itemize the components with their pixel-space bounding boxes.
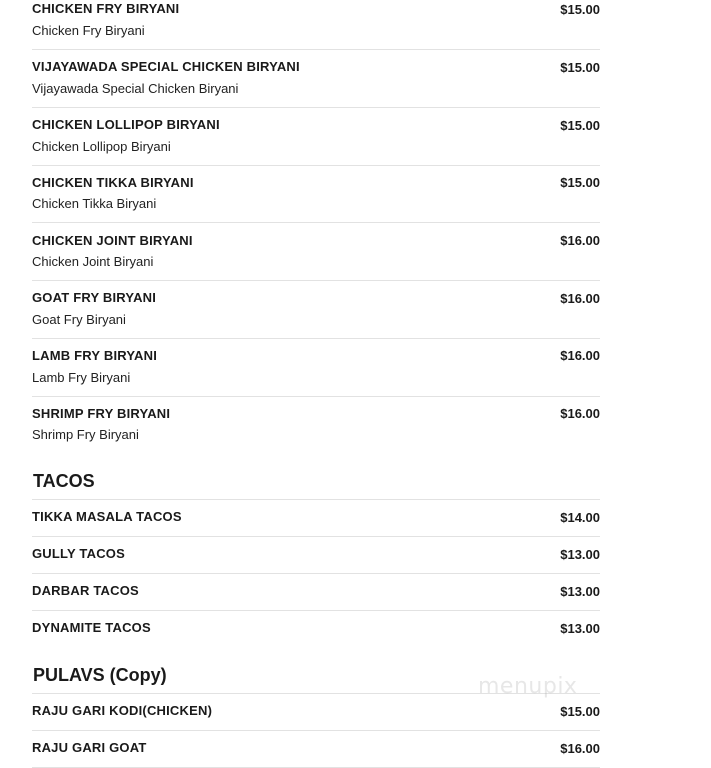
item-description: Shrimp Fry Biryani: [32, 427, 139, 442]
item-description: Chicken Tikka Biryani: [32, 196, 157, 211]
item-name: DYNAMITE TACOS: [32, 620, 151, 635]
section-title-pulavs: PULAVS (Copy): [33, 665, 167, 685]
menu-item: [32, 0, 600, 50]
item-description: Chicken Lollipop Biryani: [32, 139, 171, 154]
item-price: $15.00: [560, 2, 600, 17]
item-price: $16.00: [560, 233, 600, 248]
item-name: TIKKA MASALA TACOS: [32, 509, 182, 524]
item-price: $15.00: [560, 118, 600, 133]
item-price: $13.00: [560, 621, 600, 636]
menu-item: [32, 574, 600, 611]
item-name: CHICKEN FRY BIRYANI: [32, 1, 180, 16]
item-price: $15.00: [560, 704, 600, 719]
item-name: DARBAR TACOS: [32, 583, 139, 598]
item-description: Chicken Fry Biryani: [32, 23, 145, 38]
menu-item: [32, 611, 600, 647]
item-description: Vijayawada Special Chicken Biryani: [32, 81, 239, 96]
menu-item: [32, 537, 600, 574]
item-price: $13.00: [560, 584, 600, 599]
watermark-logo: menupix: [478, 674, 578, 699]
item-price: $16.00: [560, 291, 600, 306]
item-price: $16.00: [560, 348, 600, 363]
section-title-tacos: TACOS: [33, 471, 95, 491]
item-price: $15.00: [560, 60, 600, 75]
item-name: SHRIMP FRY BIRYANI: [32, 406, 171, 421]
item-price: $14.00: [560, 510, 600, 525]
item-name: CHICKEN TIKKA BIRYANI: [32, 175, 194, 190]
item-price: $16.00: [560, 741, 600, 756]
item-name: RAJU GARI GOAT: [32, 740, 147, 755]
item-description: Goat Fry Biryani: [32, 312, 126, 327]
item-name: VIJAYAWADA SPECIAL CHICKEN BIRYANI: [32, 59, 300, 74]
menu-item: [32, 166, 600, 223]
menu-item: [32, 223, 600, 281]
menu-item: [32, 694, 600, 731]
item-description: Lamb Fry Biryani: [32, 370, 131, 385]
item-name: GULLY TACOS: [32, 546, 125, 561]
item-description: Chicken Joint Biryani: [32, 254, 154, 269]
item-price: $16.00: [560, 406, 600, 421]
menu-item: [32, 731, 600, 768]
item-name: CHICKEN JOINT BIRYANI: [32, 233, 193, 248]
menu-item: [32, 500, 600, 537]
menu-item: [32, 339, 600, 397]
item-name: GOAT FRY BIRYANI: [32, 290, 157, 305]
menu-item: [32, 281, 600, 339]
menu-item: [32, 108, 600, 166]
item-name: LAMB FRY BIRYANI: [32, 348, 158, 363]
item-name: RAJU GARI KODI(CHICKEN): [32, 703, 213, 718]
item-name: CHICKEN LOLLIPOP BIRYANI: [32, 117, 220, 132]
menu-item: [32, 397, 600, 454]
menu-item: [32, 50, 600, 108]
item-price: $15.00: [560, 175, 600, 190]
item-price: $13.00: [560, 547, 600, 562]
